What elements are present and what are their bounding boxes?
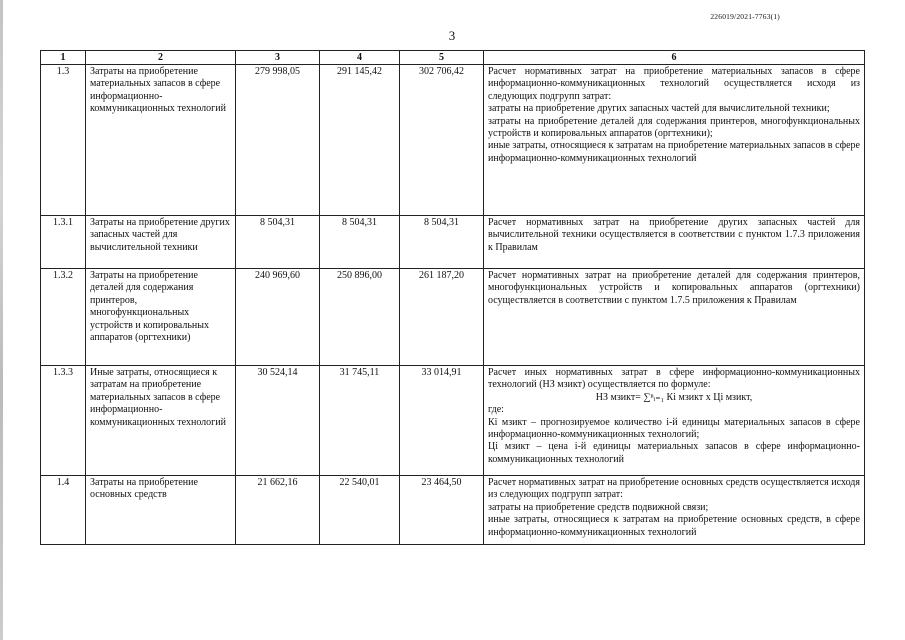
desc-paragraph: затраты на приобретение деталей для содержания принтеров, многофункциональных устройств и копировальных аппаратов (оргтехники); [488, 115, 860, 140]
desc-paragraph: Расчет иных нормативных затрат в сфере информационно-коммуникационных технологий (НЗ мзикт) осуществляется по формуле: [488, 367, 860, 391]
desc-paragraph: затраты на приобретение средств подвижной связи; [488, 501, 709, 513]
row-description [484, 216, 865, 269]
table-row [41, 476, 865, 545]
value-year-3: 33 014,91 [400, 366, 484, 476]
value-year-2: 291 145,42 [320, 65, 400, 216]
table-header-row [41, 51, 865, 65]
row-description [484, 476, 865, 545]
desc-paragraph: Расчет нормативных затрат на приобретение материальных запасов в сфере информационно-коммуникационных технологий осуществляется исходя из следующих подгрупп затрат: [488, 66, 860, 102]
header-cell-4: 4 [320, 51, 400, 65]
value-year-3: 261 187,20 [400, 269, 484, 366]
desc-paragraph: затраты на приобретение других запасных частей для вычислительной техники; [488, 103, 830, 115]
row-number: 1.3 [41, 65, 86, 216]
desc-paragraph: Расчет нормативных затрат на приобретение деталей для содержания принтеров, многофункциональных устройств и копировальных аппаратов (оргтехники) осуществляется в соответствии с пунктом 1.7.5 приложения к Правилам [488, 270, 860, 306]
value-year-2: 22 540,01 [320, 476, 400, 545]
value-year-3: 23 464,50 [400, 476, 484, 545]
row-name: Затраты на приобретение основных средств [86, 476, 236, 545]
table-row [41, 269, 865, 366]
desc-paragraph: иные затраты, относящиеся к затратам на приобретение материальных запасов в сфере информационно-коммуникационных технологий [488, 140, 860, 164]
value-year-2: 8 504,31 [320, 216, 400, 269]
value-year-1: 8 504,31 [236, 216, 320, 269]
page-number: 3 [448, 28, 456, 43]
row-name: Иные затраты, относящиеся к затратам на приобретение материальных запасов в сфере информационно-коммуникационных технологий [86, 366, 236, 476]
desc-paragraph: Расчет нормативных затрат на приобретение других запасных частей для вычислительной техники осуществляется в соответствии с пунктом 1.7.3 приложения к Правилам [488, 217, 860, 253]
row-description [484, 65, 865, 216]
row-number: 1.3.1 [41, 216, 86, 269]
scan-edge [0, 0, 3, 640]
row-name: Затраты на приобретение материальных запасов в сфере информационно-коммуникационных технологий [86, 65, 236, 216]
value-year-1: 240 969,60 [236, 269, 320, 366]
row-number: 1.4 [41, 476, 86, 545]
value-year-1: 279 998,05 [236, 65, 320, 216]
value-year-1: 30 524,14 [236, 366, 320, 476]
value-year-3: 8 504,31 [400, 216, 484, 269]
document-id: 226019/2021-7763(1) [710, 12, 780, 21]
header-cell-1: 1 [41, 51, 86, 65]
value-year-2: 250 896,00 [320, 269, 400, 366]
table-row [41, 65, 865, 216]
header-cell-2: 2 [86, 51, 236, 65]
formula: НЗ мзикт= ∑ⁿᵢ₌₁ Кi мзикт х Цi мзикт, [595, 391, 753, 403]
row-description [484, 269, 865, 366]
table-row [41, 366, 865, 476]
row-name: Затраты на приобретение деталей для содержания принтеров, многофункциональных устройств и копировальных аппаратов (оргтехники) [86, 269, 236, 366]
row-name: Затраты на приобретение других запасных частей для вычислительной техники [86, 216, 236, 269]
desc-paragraph: Кi мзикт – прогнозируемое количество i-й единицы материальных запасов в сфере информационно-коммуникационных технологий; [488, 416, 860, 441]
header-cell-6: 6 [484, 51, 865, 65]
desc-paragraph: Цi мзикт – цена i-й единицы материальных запасов в сфере информационно-коммуникационных технологий [488, 441, 860, 465]
value-year-1: 21 662,16 [236, 476, 320, 545]
desc-paragraph: иные затраты, относящиеся к затратам на приобретение основных средств, в сфере информационно-коммуникационных технологий [488, 514, 860, 538]
desc-paragraph: Расчет нормативных затрат на приобретение основных средств осуществляется исходя из следующих подгрупп затрат: [488, 477, 860, 501]
desc-where: где: [488, 404, 504, 416]
row-number: 1.3.3 [41, 366, 86, 476]
cost-table [40, 50, 865, 545]
row-description [484, 366, 865, 476]
row-number: 1.3.2 [41, 269, 86, 366]
table-row [41, 216, 865, 269]
value-year-2: 31 745,11 [320, 366, 400, 476]
value-year-3: 302 706,42 [400, 65, 484, 216]
header-cell-3: 3 [236, 51, 320, 65]
header-cell-5: 5 [400, 51, 484, 65]
